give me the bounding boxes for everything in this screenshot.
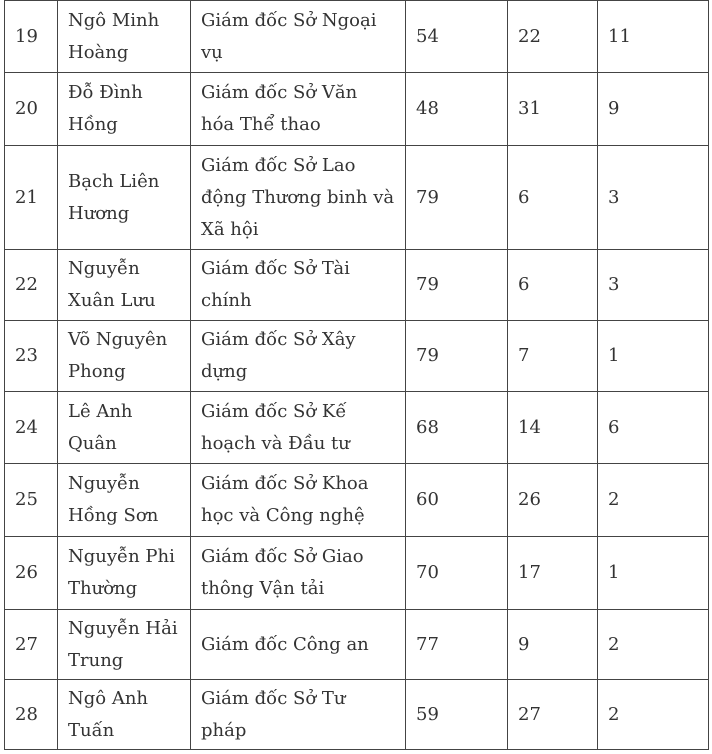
confidence-votes: 22 — [508, 1, 598, 73]
row-number: 28 — [5, 680, 58, 750]
official-position: Giám đốc Sở Tư pháp — [191, 680, 406, 750]
table-row — [5, 680, 709, 750]
low-confidence-votes: 2 — [598, 610, 709, 680]
high-confidence-votes: 79 — [406, 250, 508, 321]
official-position: Giám đốc Sở Tài chính — [191, 250, 406, 321]
row-number: 27 — [5, 610, 58, 680]
high-confidence-votes: 59 — [406, 680, 508, 750]
official-position: Giám đốc Sở Khoa học và Công nghệ — [191, 464, 406, 537]
high-confidence-votes: 79 — [406, 146, 508, 250]
low-confidence-votes: 11 — [598, 1, 709, 73]
row-number: 19 — [5, 1, 58, 73]
table-row — [5, 146, 709, 250]
high-confidence-votes: 60 — [406, 464, 508, 537]
official-position: Giám đốc Sở Ngoại vụ — [191, 1, 406, 73]
table-row — [5, 537, 709, 610]
row-number: 25 — [5, 464, 58, 537]
official-name: Ngô Anh Tuấn — [58, 680, 191, 750]
low-confidence-votes: 6 — [598, 392, 709, 464]
official-name: Nguyễn Xuân Lưu — [58, 250, 191, 321]
confidence-votes: 6 — [508, 250, 598, 321]
confidence-votes: 17 — [508, 537, 598, 610]
confidence-votes: 26 — [508, 464, 598, 537]
low-confidence-votes: 9 — [598, 73, 709, 146]
confidence-votes: 9 — [508, 610, 598, 680]
table-row — [5, 464, 709, 537]
official-name: Nguyễn Hồng Sơn — [58, 464, 191, 537]
row-number: 26 — [5, 537, 58, 610]
table-row — [5, 1, 709, 73]
confidence-votes: 27 — [508, 680, 598, 750]
high-confidence-votes: 54 — [406, 1, 508, 73]
high-confidence-votes: 70 — [406, 537, 508, 610]
official-position: Giám đốc Sở Giao thông Vận tải — [191, 537, 406, 610]
confidence-votes: 14 — [508, 392, 598, 464]
official-name: Lê Anh Quân — [58, 392, 191, 464]
low-confidence-votes: 1 — [598, 321, 709, 392]
confidence-vote-table — [4, 0, 709, 750]
official-name: Đỗ Đình Hồng — [58, 73, 191, 146]
official-name: Ngô Minh Hoàng — [58, 1, 191, 73]
confidence-votes: 6 — [508, 146, 598, 250]
row-number: 20 — [5, 73, 58, 146]
table-row — [5, 250, 709, 321]
low-confidence-votes: 2 — [598, 680, 709, 750]
low-confidence-votes: 2 — [598, 464, 709, 537]
high-confidence-votes: 79 — [406, 321, 508, 392]
high-confidence-votes: 77 — [406, 610, 508, 680]
official-position: Giám đốc Sở Văn hóa Thể thao — [191, 73, 406, 146]
high-confidence-votes: 68 — [406, 392, 508, 464]
row-number: 24 — [5, 392, 58, 464]
row-number: 23 — [5, 321, 58, 392]
confidence-votes: 31 — [508, 73, 598, 146]
table-row — [5, 610, 709, 680]
low-confidence-votes: 1 — [598, 537, 709, 610]
table-row — [5, 321, 709, 392]
high-confidence-votes: 48 — [406, 73, 508, 146]
confidence-votes: 7 — [508, 321, 598, 392]
row-number: 21 — [5, 146, 58, 250]
low-confidence-votes: 3 — [598, 146, 709, 250]
official-name: Võ Nguyên Phong — [58, 321, 191, 392]
official-name: Nguyễn Hải Trung — [58, 610, 191, 680]
row-number: 22 — [5, 250, 58, 321]
low-confidence-votes: 3 — [598, 250, 709, 321]
official-position: Giám đốc Công an — [191, 610, 406, 680]
table-row — [5, 392, 709, 464]
official-name: Nguyễn Phi Thường — [58, 537, 191, 610]
official-position: Giám đốc Sở Kế hoạch và Đầu tư — [191, 392, 406, 464]
table-row — [5, 73, 709, 146]
official-position: Giám đốc Sở Xây dựng — [191, 321, 406, 392]
official-position: Giám đốc Sở Lao động Thương binh và Xã hội — [191, 146, 406, 250]
official-name: Bạch Liên Hương — [58, 146, 191, 250]
